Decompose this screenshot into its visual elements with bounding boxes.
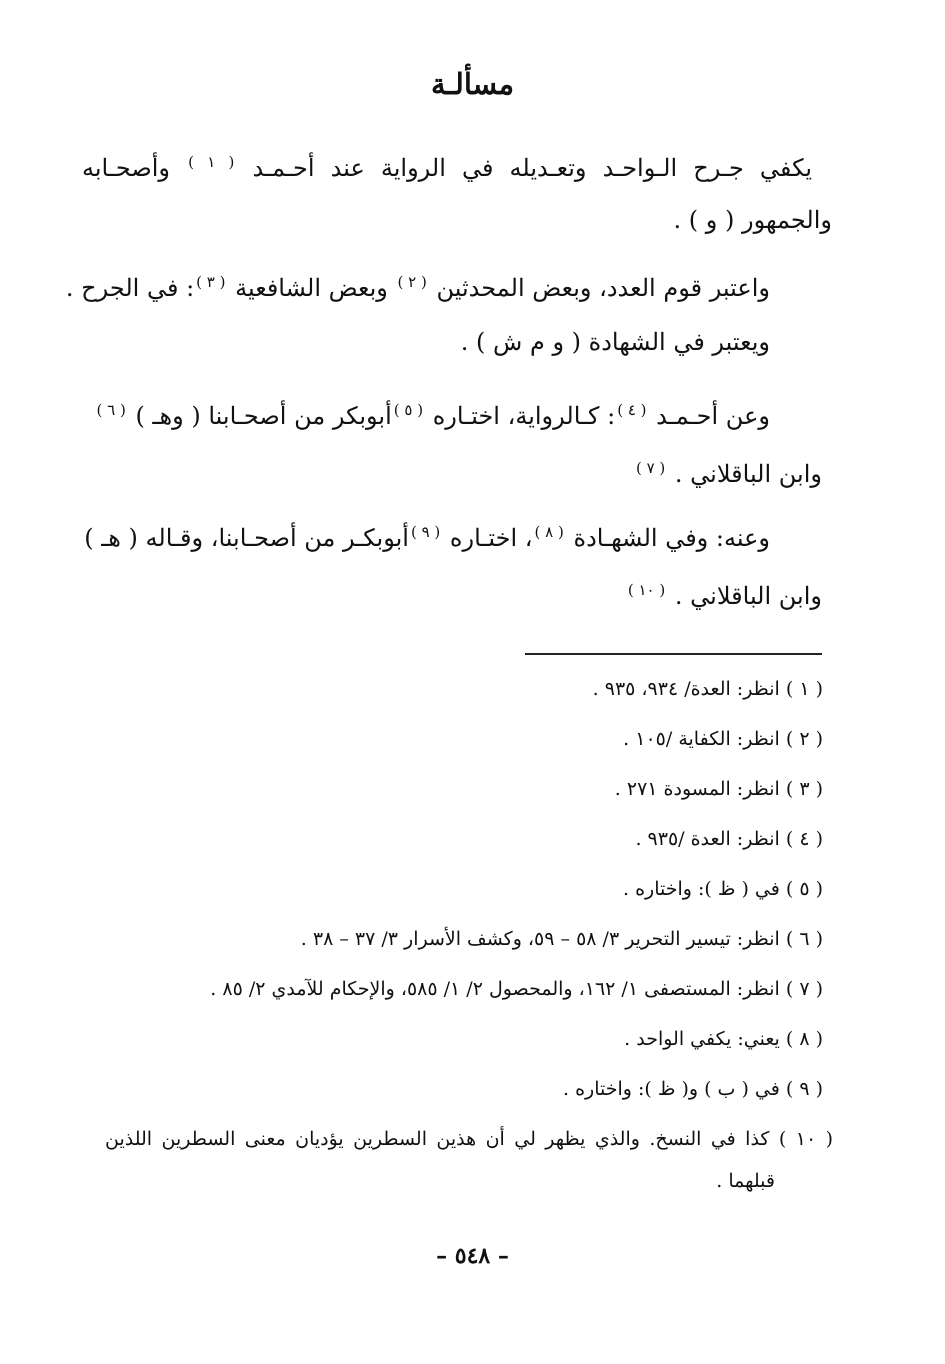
footnote-9: ( ٩ ) في ( ب ) و( ظ ): واختاره . (563, 1078, 823, 1100)
footnote-8: ( ٨ ) يعني: يكفي الواحد . (624, 1028, 823, 1050)
paragraph-5-line-2 (90, 564, 822, 622)
paragraph-5-text-c: أبوبكـر من أصحـابنا، وقـاله ( هـ ) (84, 524, 409, 552)
paragraph-4 (80, 384, 822, 500)
paragraph-1 (82, 136, 832, 246)
footnote-1: ( ١ ) انظر: العدة/ ٩٣٤، ٩٣٥ . (592, 678, 823, 700)
footnote-ref-2: ( ٢ ) (397, 273, 427, 291)
paragraph-1-line-2: والجمهور ( و ) . (673, 206, 832, 234)
paragraph-4-line-2 (80, 442, 822, 500)
footnote-ref-1: ( ١ ) (188, 153, 235, 171)
paragraph-3-text: ويعتبر في الشهادة ( و م ش ) . (460, 328, 770, 356)
footnote-4: ( ٤ ) انظر: العدة /٩٣٥ . (635, 828, 823, 850)
footnote-ref-10: ( ١٠ ) (627, 581, 666, 599)
footnote-10-line-2: قبلهما . (716, 1170, 775, 1192)
paragraph-2-line-1 (65, 256, 770, 314)
footnote-2: ( ٢ ) انظر: الكفاية /١٠٥ . (623, 728, 823, 750)
paragraph-4-text-d: وابن الباقلاني . (674, 460, 822, 488)
footnote-3: ( ٣ ) انظر: المسودة ٢٧١ . (614, 778, 823, 800)
footnote-ref-7: ( ٧ ) (635, 459, 666, 477)
paragraph-5-text-a: وعنه: وفي الشهـادة (573, 524, 770, 552)
paragraph-1-text-end: وأصحـابه (82, 154, 171, 182)
paragraph-3 (270, 316, 770, 368)
footnote-10 (105, 1118, 833, 1202)
footnote-7: ( ٧ ) انظر: المستصفى ١/ ١٦٢، والمحصول ٢/ ١/ ٥٨٥، والإحكام للآمدي ٢/ ٨٥ . (210, 978, 823, 1000)
paragraph-1-line-1 (82, 136, 812, 194)
footnote-ref-6: ( ٦ ) (96, 401, 126, 419)
paragraph-4-text-a: وعن أحـمـد (656, 402, 770, 430)
paragraph-2 (65, 256, 770, 314)
paragraph-2-text-a: واعتبر قوم العدد، وبعض المحدثين (436, 274, 770, 302)
footnote-ref-8: ( ٨ ) (534, 523, 564, 541)
footnote-5: ( ٥ ) في ( ظ ): واختاره . (623, 878, 823, 900)
paragraph-2-text-c: : في الجرح . (65, 274, 195, 302)
paragraph-1-text: يكفي جـرح الـواحـد وتعـديله في الرواية عند أحـمـد (252, 154, 812, 182)
footnote-ref-4: ( ٤ ) (617, 401, 647, 419)
page-title: مسألـة (430, 67, 515, 101)
footnote-ref-3: ( ٣ ) (196, 273, 226, 291)
paragraph-5-text-b: ، اختـاره (449, 524, 533, 552)
page-number: – ٥٤٨ – (436, 1243, 509, 1269)
paragraph-4-line-1 (80, 384, 770, 442)
paragraph-5 (84, 506, 822, 622)
paragraph-5-line-1 (84, 506, 770, 564)
paragraph-4-text-c: أبوبكر من أصحـابنا ( وهـ ) (135, 402, 392, 430)
paragraph-4-text-b: : كـالرواية، اختـاره (432, 402, 616, 430)
paragraph-5-text-d: وابن الباقلاني . (674, 582, 822, 610)
paragraph-2-text-b: وبعض الشافعية (235, 274, 388, 302)
footnote-divider (525, 653, 822, 655)
footnote-6: ( ٦ ) انظر: تيسير التحرير ٣/ ٥٨ – ٥٩، وكشف الأسرار ٣/ ٣٧ – ٣٨ . (300, 928, 823, 950)
footnote-ref-5: ( ٥ ) (393, 401, 424, 419)
footnote-10-line-1: ( ١٠ ) كذا في النسخ. والذي يظهر لي أن هذين السطرين يؤديان معنى السطرين اللذين (105, 1128, 834, 1150)
footnote-ref-9: ( ٩ ) (410, 523, 441, 541)
